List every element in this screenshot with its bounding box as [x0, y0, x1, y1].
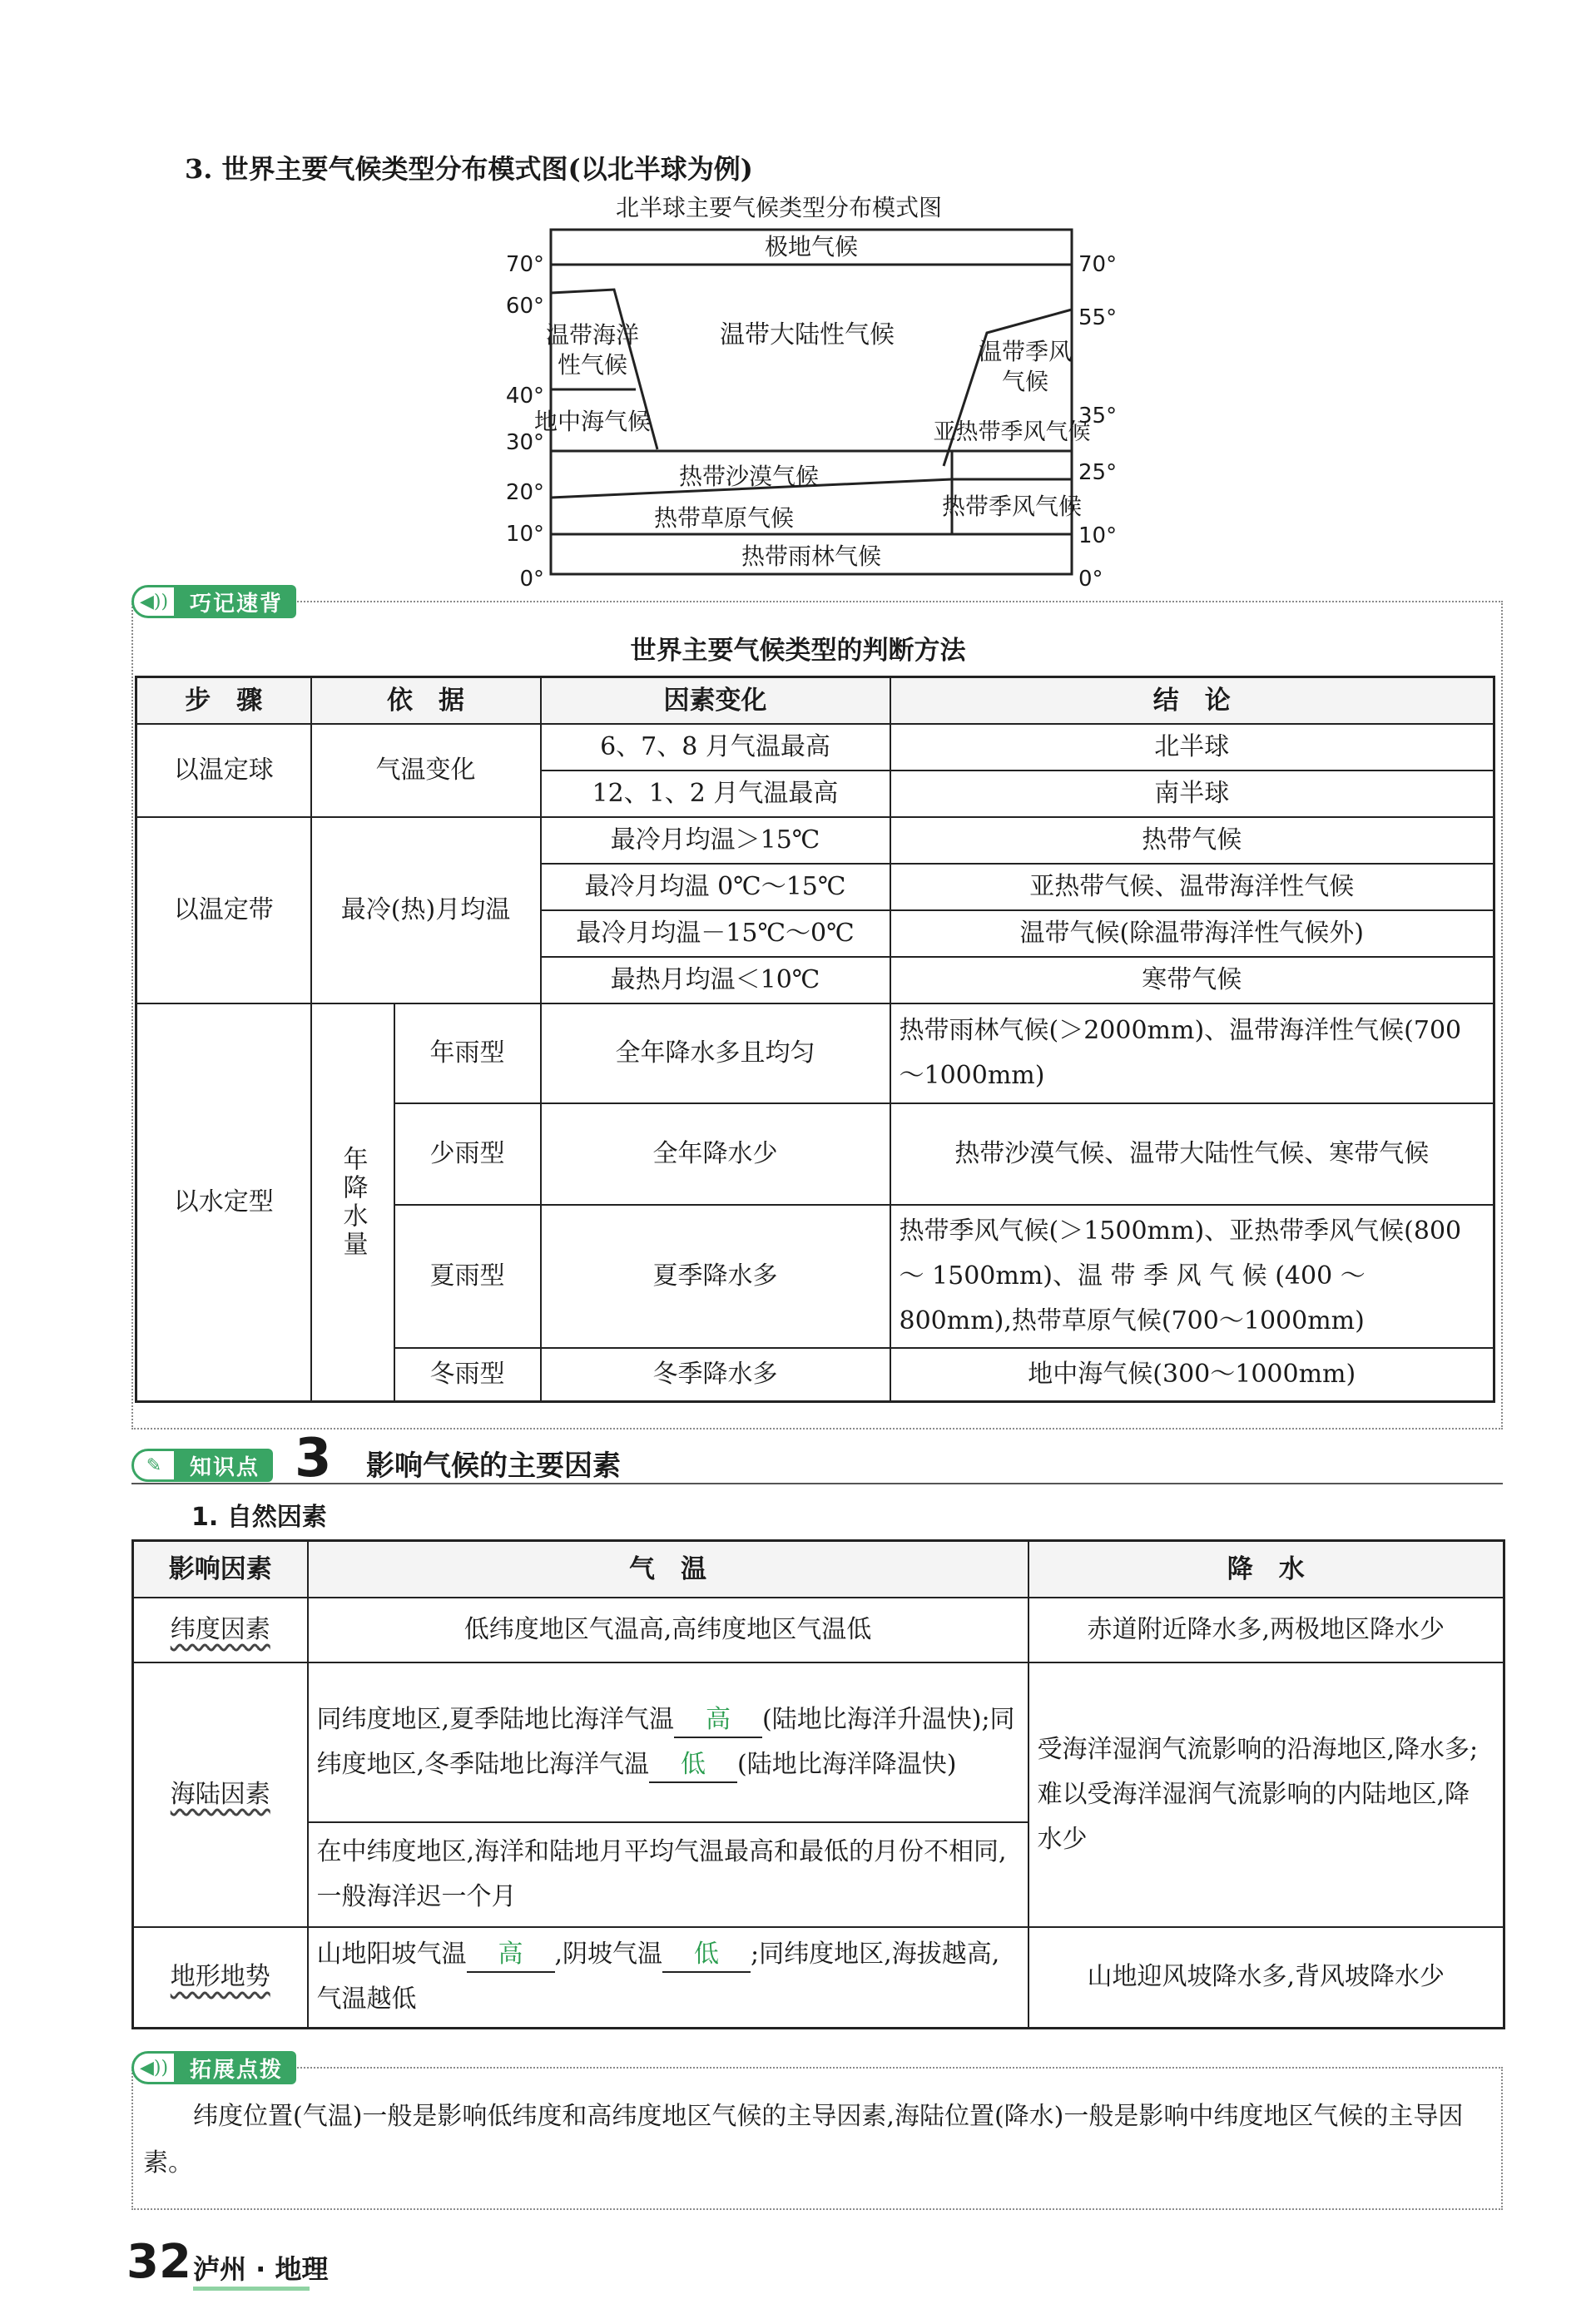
- table-cell: 最冷月均温－15℃～0℃: [541, 910, 890, 957]
- basis-hemisphere: 气温变化: [311, 724, 541, 817]
- answer-blank: 高: [467, 1938, 555, 1973]
- knowledge-point-title: 影响气候的主要因素: [366, 1449, 621, 1483]
- answer-blank: 低: [649, 1748, 737, 1783]
- zone-monsoon-line1: 温带季风: [978, 338, 1073, 365]
- answer-blank: 高: [674, 1703, 762, 1738]
- table-cell: 热带气候: [890, 817, 1494, 864]
- diagram-frame: [551, 230, 1072, 574]
- pen-icon: ✎: [131, 1449, 176, 1482]
- zone-marine-line1: 温带海洋: [545, 321, 640, 349]
- factor-terrain: 地形地势: [170, 1962, 270, 1992]
- answer-blank: 低: [662, 1938, 751, 1973]
- table-cell: 最热月均温＜10℃: [541, 957, 890, 1003]
- table-cell: 夏雨型: [394, 1205, 541, 1348]
- knowledge-point-number: 3: [295, 1428, 332, 1489]
- right-lat-25: 25°: [1078, 460, 1118, 485]
- left-lat-0: 0°: [519, 567, 544, 592]
- right-lat-10: 10°: [1078, 523, 1118, 548]
- zone-tropical-monsoon: 热带季风气候: [941, 493, 1083, 520]
- header-factor: 影响因素: [133, 1541, 308, 1598]
- table-cell: 地中海气候(300～1000mm): [890, 1348, 1494, 1401]
- divider: [131, 1483, 1503, 1484]
- left-lat-20: 20°: [505, 480, 544, 505]
- table-cell: 冬雨型: [394, 1348, 541, 1401]
- table-cell: 低纬度地区气温高,高纬度地区气温低: [308, 1598, 1028, 1662]
- zone-desert: 热带沙漠气候: [678, 463, 820, 490]
- climate-distribution-diagram: [466, 216, 1148, 599]
- zone-marine-line2: 性气候: [557, 351, 628, 379]
- step-zone: 以温定带: [136, 817, 311, 1003]
- knowledge-point-badge: ✎ 知识点: [131, 1448, 273, 1483]
- left-lat-30: 30°: [505, 430, 544, 455]
- header-step: 步 骤: [136, 677, 311, 725]
- table-cell: 赤道附近降水多,两极地区降水少: [1028, 1598, 1504, 1662]
- footer-label: 泸州 · 地理: [193, 2253, 329, 2285]
- memory-badge: ◀)) 巧记速背: [131, 584, 296, 619]
- right-lat-35: 35°: [1078, 404, 1118, 429]
- table-cell: 全年降水少: [541, 1103, 890, 1205]
- table-cell: 在中纬度地区,海洋和陆地月平均气温最高和最低的月份不相同,一般海洋迟一个月: [308, 1822, 1028, 1927]
- zone-savanna: 热带草原气候: [653, 504, 795, 532]
- basis-water: 年降水量: [311, 1003, 394, 1401]
- footer-accent-bar: [193, 2287, 310, 2291]
- table-cell: 温带气候(除温带海洋性气候外): [890, 910, 1494, 957]
- factor-land-sea: 海陆因素: [170, 1779, 270, 1809]
- table-cell: 山地阳坡气温 高 ,阴坡气温 低 ;同纬度地区,海拔越高,气温越低: [308, 1927, 1028, 2029]
- right-lat-55: 55°: [1078, 305, 1118, 330]
- table-cell: 冬季降水多: [541, 1348, 890, 1401]
- step-hemisphere: 以温定球: [136, 724, 311, 817]
- speaker-icon: ◀)): [131, 2051, 176, 2084]
- table-cell: 同纬度地区,夏季陆地比海洋气温 高 (陆地比海洋升温快);同纬度地区,冬季陆地比海洋气温 低 (陆地比海洋降温快): [308, 1662, 1028, 1822]
- left-lat-40: 40°: [505, 384, 544, 409]
- zone-polar: 极地气候: [764, 233, 859, 260]
- table-cell: 寒带气候: [890, 957, 1494, 1003]
- left-lat-70: 70°: [505, 252, 544, 277]
- table-cell: 年雨型: [394, 1003, 541, 1103]
- table-cell: 热带季风气候(＞1500mm)、亚热带季风气候(800 ～ 1500mm)、温 带 季 风 气 候 (400 ～ 800mm),热带草原气候(700～1000mm): [890, 1205, 1494, 1348]
- table-cell: 12、1、2 月气温最高: [541, 771, 890, 817]
- header-result: 结 论: [890, 677, 1494, 725]
- table-cell: 南半球: [890, 771, 1494, 817]
- table-cell: 亚热带气候、温带海洋性气候: [890, 864, 1494, 910]
- header-temperature: 气 温: [308, 1541, 1028, 1598]
- basis-zone: 最冷(热)月均温: [311, 817, 541, 1003]
- zone-continental: 温带大陆性气候: [720, 320, 895, 349]
- zone-monsoon-line2: 气候: [1001, 368, 1049, 395]
- table-cell: 山地迎风坡降水多,背风坡降水少: [1028, 1927, 1504, 2029]
- table-cell: 夏季降水多: [541, 1205, 890, 1348]
- right-lat-0: 0°: [1078, 567, 1103, 592]
- judge-table-title: 世界主要气候类型的判断方法: [630, 636, 966, 666]
- page-number: 32: [126, 2235, 191, 2289]
- zone-mediterranean: 地中海气候: [533, 408, 652, 435]
- table-cell: 最冷月均温 0℃～15℃: [541, 864, 890, 910]
- header-change: 因素变化: [541, 677, 890, 725]
- speaker-icon: ◀)): [131, 585, 176, 618]
- table-cell: 全年降水多且均匀: [541, 1003, 890, 1103]
- header-basis: 依 据: [311, 677, 541, 725]
- table-cell: 热带沙漠气候、温带大陆性气候、寒带气候: [890, 1103, 1494, 1205]
- factor-latitude: 纬度因素: [170, 1614, 270, 1644]
- table-cell: 最冷月均温＞15℃: [541, 817, 890, 864]
- left-lat-60: 60°: [505, 294, 544, 319]
- table-cell: 热带雨林气候(＞2000mm)、温带海洋性气候(700～1000mm): [890, 1003, 1494, 1103]
- climate-judgement-table: [135, 676, 1495, 1403]
- step-water: 以水定型: [136, 1003, 311, 1401]
- table-cell: 北半球: [890, 724, 1494, 771]
- diagram-title: 北半球主要气候类型分布模式图: [616, 194, 943, 221]
- table-cell: 受海洋湿润气流影响的沿海地区,降水多;难以受海洋湿润气流影响的内陆地区,降水少: [1028, 1662, 1504, 1927]
- right-lat-70: 70°: [1078, 252, 1118, 277]
- table-cell: 6、7、8 月气温最高: [541, 724, 890, 771]
- zone-subtropical-monsoon: 亚热带季风气候: [933, 419, 1091, 445]
- expand-text: 纬度位置(气温)一般是影响低纬度和高纬度地区气候的主导因素,海陆位置(降水)一般是影响中纬度地区气候的主导因素。: [143, 2102, 1464, 2178]
- section-title: 3. 世界主要气候类型分布模式图(以北半球为例): [185, 153, 753, 185]
- subsection-title: 1. 自然因素: [191, 1503, 327, 1532]
- zone-rainforest: 热带雨林气候: [741, 543, 882, 570]
- table-cell: 少雨型: [394, 1103, 541, 1205]
- header-precipitation: 降 水: [1028, 1541, 1504, 1598]
- climate-factor-table: [131, 1539, 1505, 2029]
- left-lat-10: 10°: [505, 522, 544, 547]
- expand-badge: ◀)) 拓展点拨: [131, 2050, 296, 2085]
